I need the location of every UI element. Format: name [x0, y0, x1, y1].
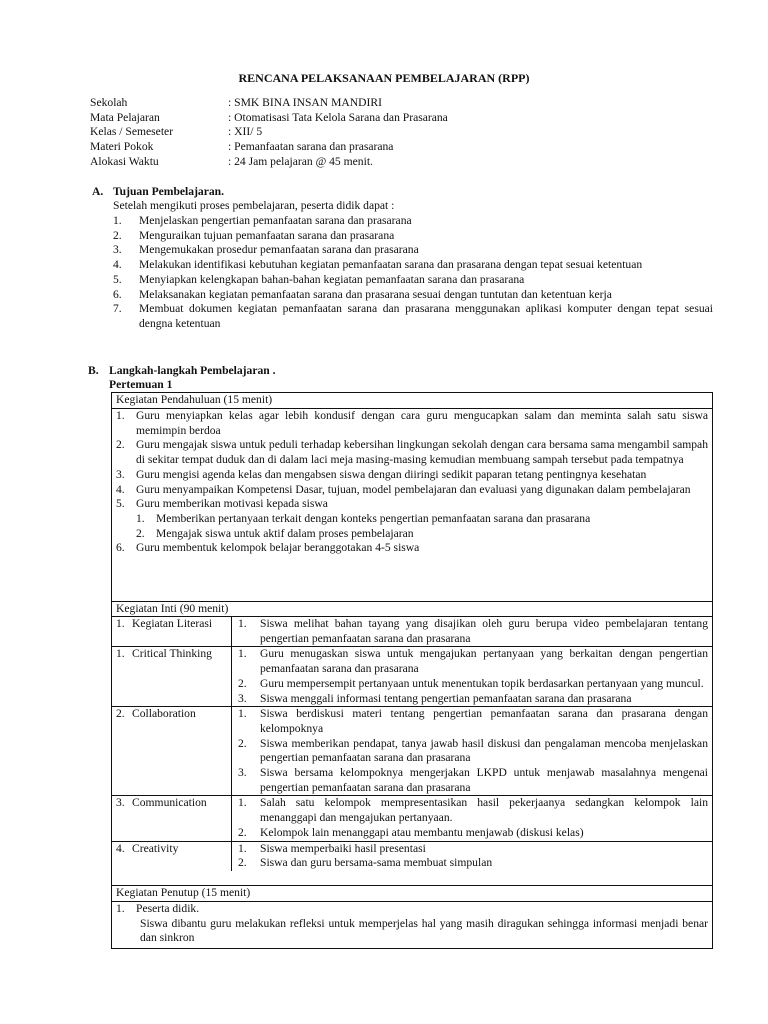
item-text: Guru mengajak siswa untuk peduli terhadap kebersihan lingkungan sekolah dengan cara bersama sama mengambil sampah di sekitar tempat duduk dan di dalam laci meja masing-masing kemudian membuang sampah tersebut pada tempatnya [136, 438, 708, 467]
item-text: Guru menugaskan siswa untuk mengajukan pertanyaan yang berkaitan dengan pengertian pemanfaatan sarana dan prasarana [260, 647, 708, 676]
activity-label-cell [112, 841, 232, 871]
list-item [232, 692, 712, 707]
identity-value: : SMK BINA INSAN MANDIRI [228, 96, 382, 109]
activity-label-cell [112, 647, 232, 707]
item-number: 2. [238, 825, 247, 839]
activity-label: Critical Thinking [132, 647, 212, 661]
list-item [112, 468, 712, 483]
item-text: Mengajak siswa untuk aktif dalam proses pembelajaran [156, 526, 414, 540]
list-item [232, 647, 712, 676]
activity-label: Creativity [132, 841, 179, 855]
list-item [113, 229, 713, 244]
list-item [112, 902, 712, 917]
item-text: Guru membentuk kelompok belajar beranggotakan 4-5 siswa [136, 541, 420, 555]
identity-row [90, 140, 448, 155]
identity-value: : XII/ 5 [228, 125, 263, 139]
list-item [112, 483, 712, 498]
table-row [112, 841, 712, 871]
list-item [232, 856, 712, 871]
intro-activity-box [111, 392, 713, 602]
activity-content-cell [232, 841, 713, 871]
item-number: 4. [116, 482, 125, 496]
item-text: Menguraikan tujuan pemanfaatan sarana dan prasarana [139, 228, 395, 242]
activity-label: Communication [132, 796, 207, 810]
item-number: 1. [113, 214, 122, 227]
activity-label: Kegiatan Literasi [132, 617, 213, 630]
section-a-intro: Setelah mengikuti proses pembelajaran, peserta didik dapat : [113, 199, 395, 212]
item-number: 5. [116, 497, 125, 511]
item-text: Siswa berdiskusi materi tentang pengertian pemanfaatan sarana dan prasarana dengan kelompoknya [260, 707, 708, 735]
core-activity-header: Kegiatan Inti (90 menit) [116, 602, 229, 615]
item-number: 3. [238, 691, 247, 705]
activity-content-cell [232, 617, 713, 647]
activity-content-cell [232, 647, 713, 707]
item-number: 1. [238, 707, 247, 721]
item-number: 7. [113, 302, 122, 316]
list-item [113, 288, 713, 303]
meeting-label: Pertemuan 1 [109, 378, 173, 391]
sub-list-item [112, 512, 712, 527]
item-text: Siswa menggali informasi tentang pengertian pemanfaatan sarana dan prasarana [260, 691, 632, 705]
list-item [232, 737, 712, 766]
item-number: 2. [116, 707, 125, 721]
closing-activity-box [111, 885, 713, 949]
item-number: 1. [238, 647, 247, 661]
identity-value: : Pemanfaatan sarana dan prasarana [228, 140, 394, 154]
identity-label: Materi Pokok [90, 140, 154, 154]
list-item [113, 243, 713, 258]
intro-activity-header: Kegiatan Pendahuluan (15 menit) [112, 393, 712, 409]
identity-label: Kelas / Semeseter [90, 125, 174, 139]
core-activity-table [112, 616, 712, 871]
list-item [113, 302, 713, 331]
activity-content-cell [232, 707, 713, 796]
activity-content-cell [232, 796, 713, 841]
item-number: 1. [136, 511, 145, 525]
item-number: 1. [238, 841, 247, 855]
identity-label: Alokasi Waktu [90, 154, 159, 168]
list-item [112, 497, 712, 512]
section-a-heading: Tujuan Pembelajaran. [113, 185, 225, 198]
section-a-letter: A. [92, 185, 104, 198]
item-text: Melakukan identifikasi kebutuhan kegiatan pemanfaatan sarana dan prasarana dengan tepat sesuai ketentuan [139, 258, 643, 272]
item-text: Mengemukakan prosedur pemanfaatan sarana dan prasarana [139, 243, 419, 257]
item-text: Guru memberikan motivasi kepada siswa [136, 497, 328, 511]
section-b-heading: Langkah-langkah Pembelajaran . [109, 364, 276, 377]
item-text: Siswa memperbaiki hasil presentasi [260, 841, 426, 855]
item-number: 3. [113, 243, 122, 257]
item-number: 1. [116, 902, 125, 915]
list-item [232, 766, 712, 795]
identity-block [90, 96, 448, 169]
activity-label-cell [112, 707, 232, 796]
identity-label: Mata Pelajaran [90, 110, 160, 124]
item-text: Siswa bersama kelompoknya mengerjakan LKPD untuk menjawab masalahnya mengenai pengertian pemanfaatan sarana dan prasarana [260, 766, 708, 794]
item-number: 4. [116, 841, 125, 855]
activity-label-cell [112, 796, 232, 841]
item-number: 3. [116, 796, 125, 810]
section-b-letter: B. [88, 364, 99, 377]
core-activity-box [111, 601, 713, 886]
identity-row [90, 155, 448, 170]
table-row [112, 707, 712, 796]
list-item [113, 258, 713, 273]
item-number: 1. [116, 647, 125, 661]
item-number: 2. [238, 736, 247, 750]
item-number: 1. [238, 796, 247, 810]
item-number: 3. [238, 766, 247, 780]
list-item [113, 273, 713, 288]
item-text: Memberikan pertanyaan terkait dengan konteks pengertian pemanfaatan sarana dan prasarana [156, 511, 591, 525]
item-number: 6. [116, 541, 125, 555]
list-item [232, 677, 712, 692]
table-row [112, 647, 712, 707]
item-text: Guru menyiapkan kelas agar lebih kondusif dengan cara guru mengucapkan salam dan meminta salah satu siswa memimpin berdoa [136, 409, 708, 437]
sub-list-item [112, 527, 712, 542]
document-title: RENCANA PELAKSANAAN PEMBELAJARAN (RPP) [238, 71, 530, 85]
item-number: 1. [116, 617, 125, 630]
item-number: 2. [136, 526, 145, 540]
item-text: Guru menyampaikan Kompetensi Dasar, tujuan, model pembelajaran dan evaluasi yang digunakan dalam pembelajaran [136, 482, 691, 496]
item-number: 2. [238, 856, 247, 870]
item-number: 4. [113, 258, 122, 272]
item-text: Salah satu kelompok mempresentasikan hasil pekerjaanya sedangkan kelompok lain menanggapi dan mengajukan pertanyaan. [260, 796, 708, 825]
list-item [232, 842, 712, 857]
item-text: Guru mempersempit pertanyaan untuk menentukan topik berdasarkan pertanyaan yang muncul. [260, 676, 704, 690]
item-number: 2. [116, 438, 125, 452]
list-item [232, 617, 712, 646]
item-text: Siswa melihat bahan tayang yang disajikan oleh guru berupa video pembelajaran tentang pengertian pemanfaatan sarana dan prasarana [260, 617, 708, 645]
list-item [113, 214, 713, 229]
item-text: Siswa memberikan pendapat, tanya jawab hasil diskusi dan pengalaman mencoba menjelaskan pengertian pemanfaatan sarana dan prasarana [260, 736, 708, 765]
item-number: 3. [116, 467, 125, 481]
closing-text: Siswa dibantu guru melakukan refleksi untuk memperjelas hal yang masih diragukan sehingga informasi menjadi benar dan sinkron [140, 916, 708, 945]
list-item [112, 541, 712, 556]
item-text: Menjelaskan pengertian pemanfaatan sarana dan prasarana [139, 214, 412, 227]
item-number: 1. [238, 617, 247, 630]
closing-activity-header: Kegiatan Penutup (15 menit) [112, 886, 712, 902]
table-row [112, 796, 712, 841]
item-text: Guru mengisi agenda kelas dan mengabsen siswa dengan diiringi sedikit paparan tetang pentingnya kesehatan [136, 467, 647, 481]
activity-label: Collaboration [132, 707, 196, 721]
identity-value: : Otomatisasi Tata Kelola Sarana dan Prasarana [228, 110, 448, 124]
item-number: 1. [116, 409, 125, 422]
item-number: 6. [113, 287, 122, 301]
list-item [232, 707, 712, 736]
item-text: Melaksanakan kegiatan pemanfaatan sarana dan prasarana sesuai dengan tuntutan dan ketentuan kerja [139, 287, 612, 301]
objectives-list [113, 214, 713, 332]
item-label: Peserta didik. [136, 902, 200, 915]
list-item [232, 796, 712, 825]
list-item [112, 409, 712, 438]
item-number: 5. [113, 272, 122, 286]
identity-value: : 24 Jam pelajaran @ 45 menit. [228, 154, 373, 168]
identity-row [90, 111, 448, 126]
item-number: 2. [113, 228, 122, 242]
activity-label-cell [112, 617, 232, 647]
list-item [112, 438, 712, 467]
identity-label: Sekolah [90, 96, 128, 109]
list-item [232, 826, 712, 841]
item-text: Membuat dokumen kegiatan pemanfaatan sarana dan prasarana menggunakan aplikasi komputer dengan tepat sesuai dengna ketentuan [139, 302, 713, 330]
item-text: Siswa dan guru bersama-sama membuat simpulan [260, 856, 493, 870]
table-row [112, 617, 712, 647]
identity-row [90, 125, 448, 140]
item-text: Kelompok lain menanggapi atau membantu menjawab (diskusi kelas) [260, 825, 584, 839]
item-text: Menyiapkan kelengkapan bahan-bahan kegiatan pemanfaatan sarana dan prasarana [139, 272, 525, 286]
identity-row [90, 96, 448, 111]
item-number: 2. [238, 676, 247, 690]
